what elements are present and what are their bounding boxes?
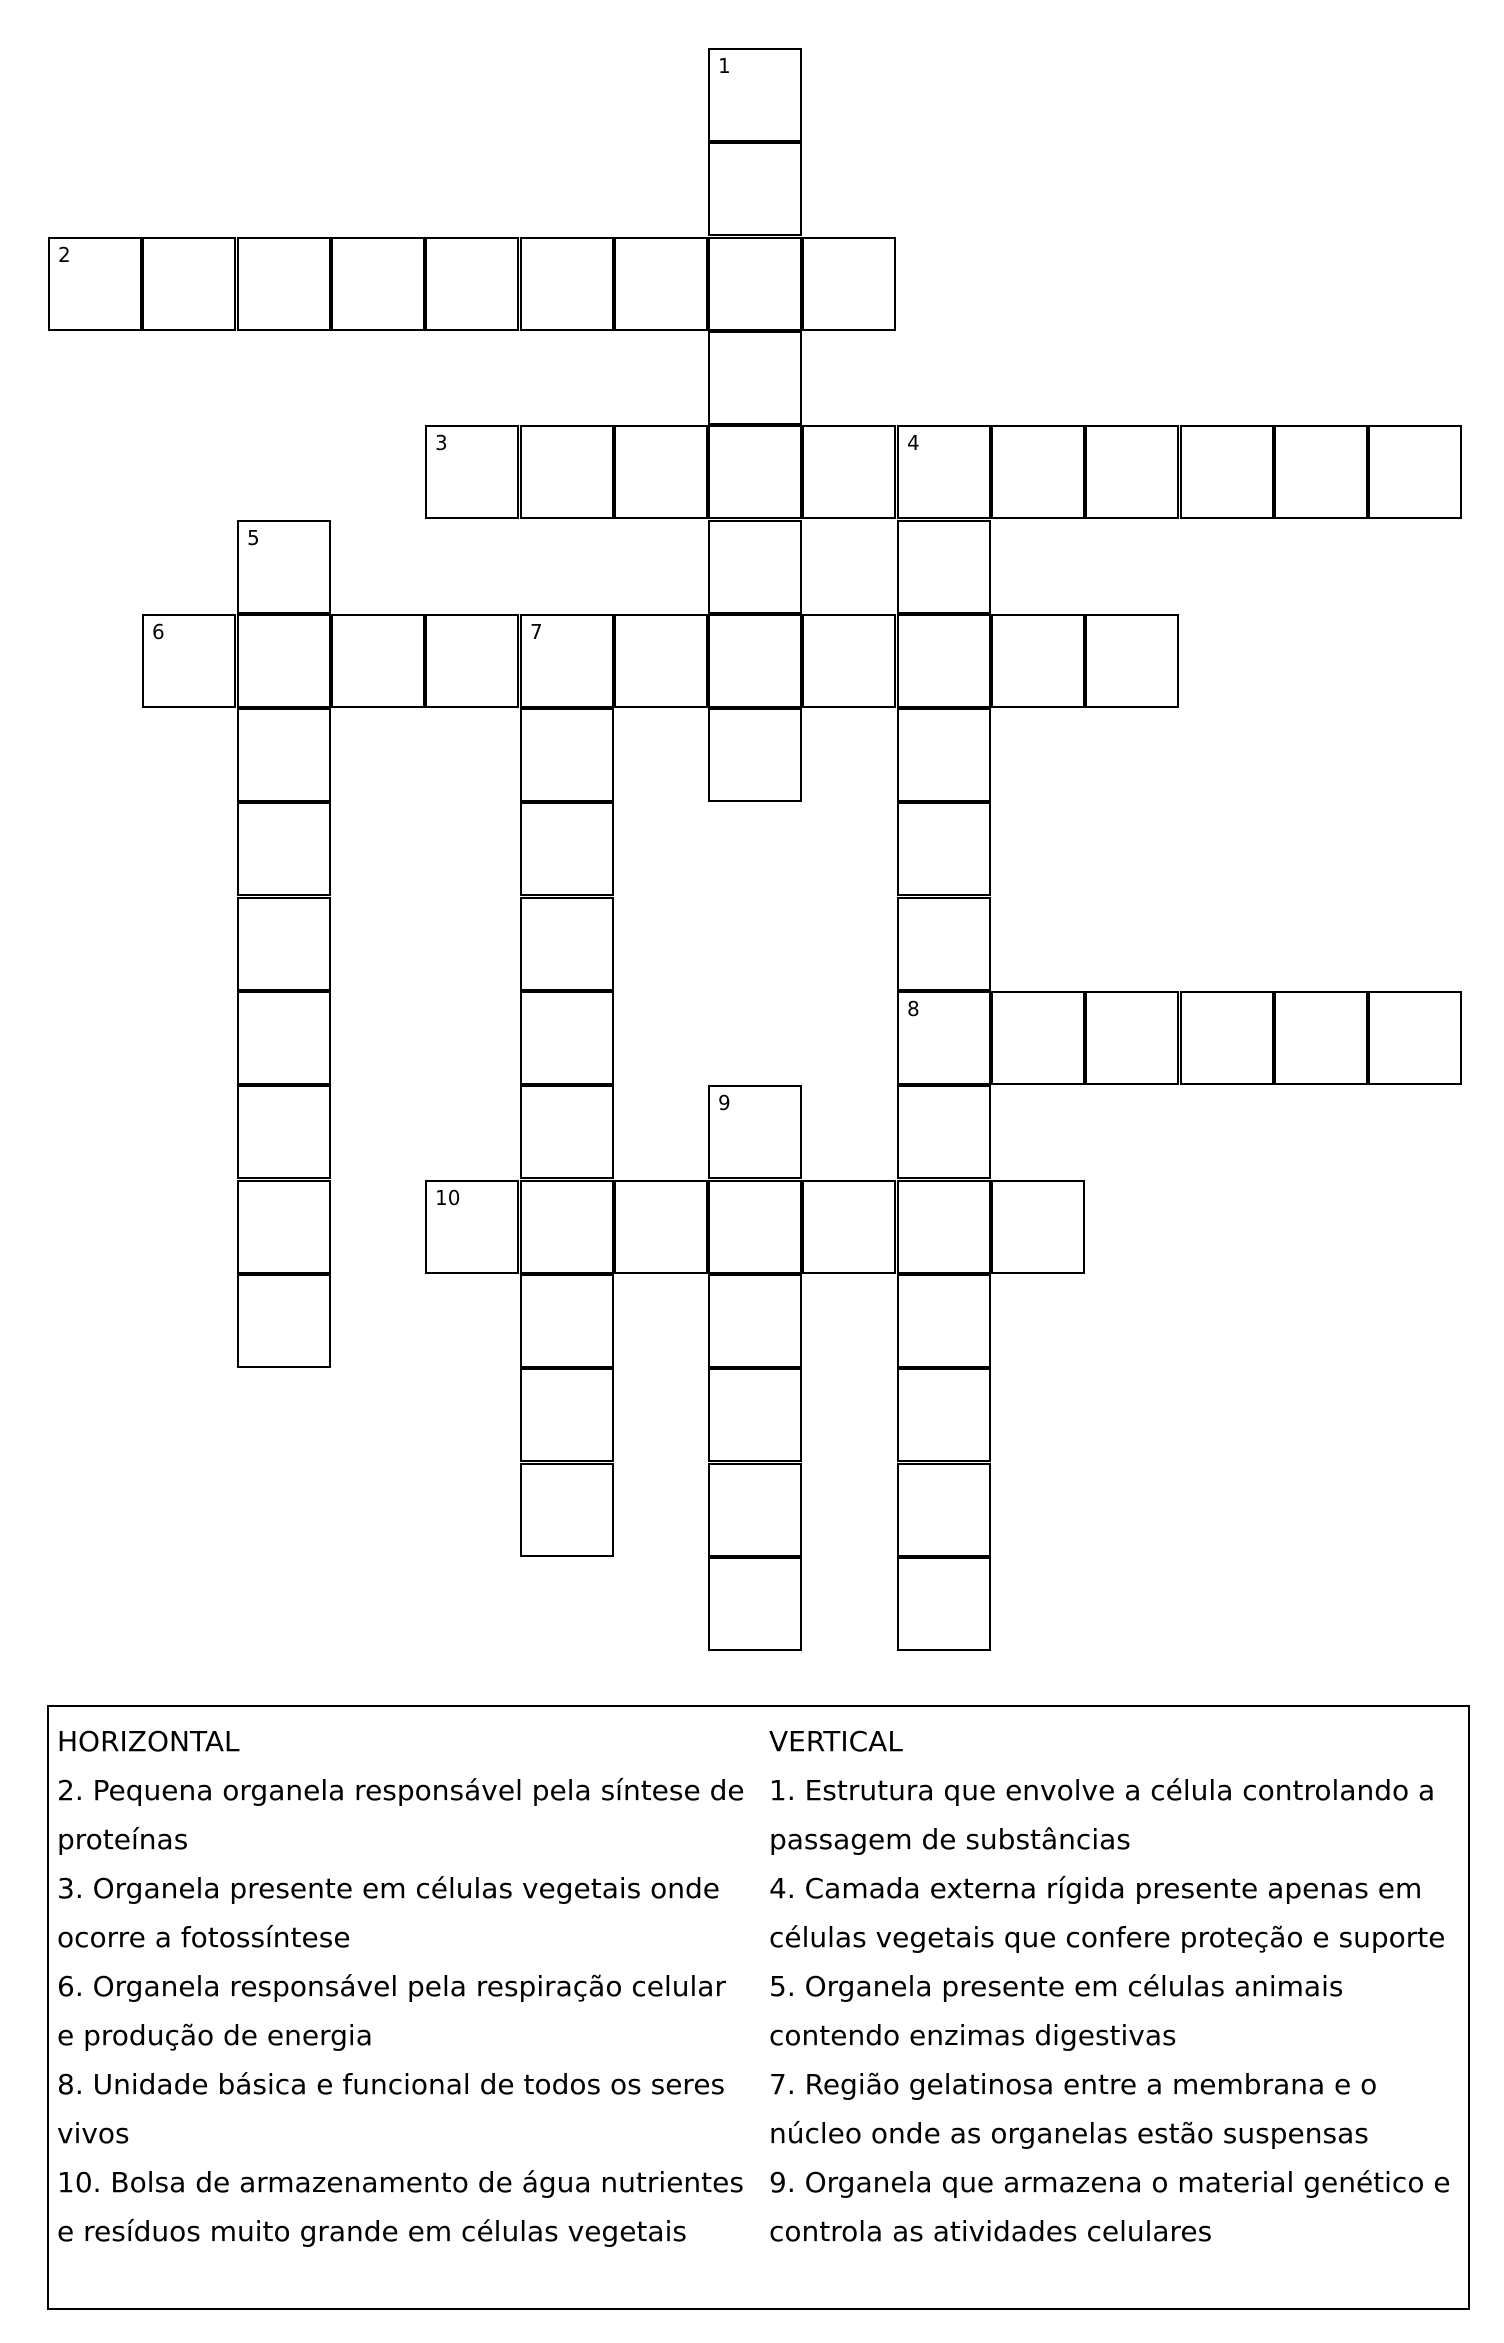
- crossword-cell[interactable]: [237, 1085, 331, 1179]
- crossword-cell[interactable]: [897, 520, 991, 614]
- crossword-cell[interactable]: [991, 614, 1085, 708]
- clue-number: 4: [907, 431, 920, 455]
- clue-number: 6: [152, 620, 165, 644]
- crossword-cell[interactable]: [237, 1180, 331, 1274]
- crossword-cell[interactable]: [237, 991, 331, 1085]
- crossword-cell[interactable]: [802, 237, 896, 331]
- crossword-cell[interactable]: [991, 991, 1085, 1085]
- crossword-cell[interactable]: [520, 425, 614, 519]
- vertical-clue: 1. Estrutura que envolve a célula controlando a passagem de substâncias: [769, 1774, 1436, 1856]
- vertical-clues-title: VERTICAL: [769, 1725, 903, 1758]
- crossword-cell[interactable]: [425, 614, 519, 708]
- crossword-cell[interactable]: [1368, 991, 1462, 1085]
- horizontal-clue: 6. Organela responsável pela respiração celular e produção de energia: [57, 1970, 726, 2052]
- crossword-cell[interactable]: [614, 614, 708, 708]
- crossword-cell[interactable]: [897, 1274, 991, 1368]
- crossword-cell[interactable]: [520, 1274, 614, 1368]
- crossword-cell[interactable]: [331, 237, 425, 331]
- horizontal-clues-title: HORIZONTAL: [57, 1725, 240, 1758]
- clue-number: 5: [247, 526, 260, 550]
- crossword-cell[interactable]: [802, 425, 896, 519]
- horizontal-clue: 8. Unidade básica e funcional de todos os seres vivos: [57, 2068, 726, 2150]
- crossword-cell[interactable]: [237, 614, 331, 708]
- crossword-cell[interactable]: [708, 614, 802, 708]
- clue-number: 2: [58, 243, 71, 267]
- crossword-cell[interactable]: [1274, 991, 1368, 1085]
- crossword-cell[interactable]: [1180, 425, 1274, 519]
- crossword-cell[interactable]: [897, 1180, 991, 1274]
- crossword-cell[interactable]: [708, 1180, 802, 1274]
- crossword-cell[interactable]: [802, 614, 896, 708]
- crossword-cell[interactable]: [708, 48, 802, 142]
- crossword-cell[interactable]: [142, 614, 236, 708]
- crossword-cell[interactable]: [614, 237, 708, 331]
- crossword-cell[interactable]: [708, 331, 802, 425]
- crossword-cell[interactable]: [1085, 991, 1179, 1085]
- crossword-cell[interactable]: [520, 1180, 614, 1274]
- crossword-cell[interactable]: [520, 237, 614, 331]
- crossword-cell[interactable]: [897, 708, 991, 802]
- clue-number: 3: [435, 431, 448, 455]
- crossword-cell[interactable]: [1085, 614, 1179, 708]
- crossword-cell[interactable]: [520, 1463, 614, 1557]
- crossword-cell[interactable]: [708, 237, 802, 331]
- clue-number: 7: [530, 620, 543, 644]
- crossword-cell[interactable]: [897, 1368, 991, 1462]
- crossword-cell[interactable]: [237, 237, 331, 331]
- crossword-cell[interactable]: [897, 802, 991, 896]
- crossword-cell[interactable]: [520, 614, 614, 708]
- crossword-cell[interactable]: [1274, 425, 1368, 519]
- crossword-cell[interactable]: [520, 897, 614, 991]
- crossword-cell[interactable]: [425, 425, 519, 519]
- crossword-cell[interactable]: [1180, 991, 1274, 1085]
- clue-number: 10: [435, 1186, 461, 1210]
- horizontal-clues: [57, 1717, 752, 2256]
- crossword-cell[interactable]: [614, 425, 708, 519]
- crossword-cell[interactable]: [897, 1463, 991, 1557]
- crossword-cell[interactable]: [991, 1180, 1085, 1274]
- crossword-cell[interactable]: [708, 1085, 802, 1179]
- crossword-cell[interactable]: [708, 1463, 802, 1557]
- crossword-cell[interactable]: [425, 1180, 519, 1274]
- crossword-cell[interactable]: [897, 614, 991, 708]
- clue-number: 9: [718, 1091, 731, 1115]
- clue-number: 1: [718, 54, 731, 78]
- crossword-cell[interactable]: [237, 520, 331, 614]
- crossword-cell[interactable]: [237, 708, 331, 802]
- crossword-cell[interactable]: [237, 897, 331, 991]
- crossword-cell[interactable]: [708, 1368, 802, 1462]
- crossword-cell[interactable]: [237, 1274, 331, 1368]
- crossword-cell[interactable]: [708, 425, 802, 519]
- crossword-cell[interactable]: [520, 1368, 614, 1462]
- vertical-clues: [769, 1717, 1464, 2256]
- crossword-cell[interactable]: [708, 708, 802, 802]
- crossword-cell[interactable]: [708, 1557, 802, 1651]
- vertical-clue: 7. Região gelatinosa entre a membrana e o núcleo onde as organelas estão suspensas: [769, 2068, 1378, 2150]
- crossword-cell[interactable]: [142, 237, 236, 331]
- vertical-clue: 5. Organela presente em células animais contendo enzimas digestivas: [769, 1970, 1344, 2052]
- horizontal-clue: 10. Bolsa de armazenamento de água nutrientes e resíduos muito grande em células vegetais: [57, 2166, 744, 2248]
- crossword-cell[interactable]: [897, 1085, 991, 1179]
- crossword-cell[interactable]: [897, 425, 991, 519]
- crossword-cell[interactable]: [991, 425, 1085, 519]
- vertical-clue: 9. Organela que armazena o material genético e controla as atividades celulares: [769, 2166, 1451, 2248]
- crossword-cell[interactable]: [1368, 425, 1462, 519]
- crossword-cell[interactable]: [520, 802, 614, 896]
- vertical-clue: 4. Camada externa rígida presente apenas em células vegetais que confere proteção e suporte: [769, 1872, 1446, 1954]
- clues-box: [47, 1705, 1470, 2310]
- crossword-cell[interactable]: [614, 1180, 708, 1274]
- crossword-cell[interactable]: [708, 520, 802, 614]
- crossword-cell[interactable]: [520, 1085, 614, 1179]
- crossword-cell[interactable]: [520, 991, 614, 1085]
- crossword-cell[interactable]: [425, 237, 519, 331]
- clue-number: 8: [907, 997, 920, 1021]
- horizontal-clue: 3. Organela presente em células vegetais onde ocorre a fotossíntese: [57, 1872, 721, 1954]
- crossword-cell[interactable]: [520, 708, 614, 802]
- crossword-cell[interactable]: [237, 802, 331, 896]
- crossword-cell[interactable]: [331, 614, 425, 708]
- crossword-cell[interactable]: [897, 991, 991, 1085]
- crossword-cell[interactable]: [48, 237, 142, 331]
- crossword-cell[interactable]: [897, 897, 991, 991]
- crossword-cell[interactable]: [1085, 425, 1179, 519]
- crossword-cell[interactable]: [708, 142, 802, 236]
- horizontal-clue: 2. Pequena organela responsável pela síntese de proteínas: [57, 1774, 745, 1856]
- crossword-cell[interactable]: [802, 1180, 896, 1274]
- crossword-cell[interactable]: [897, 1557, 991, 1651]
- crossword-cell[interactable]: [708, 1274, 802, 1368]
